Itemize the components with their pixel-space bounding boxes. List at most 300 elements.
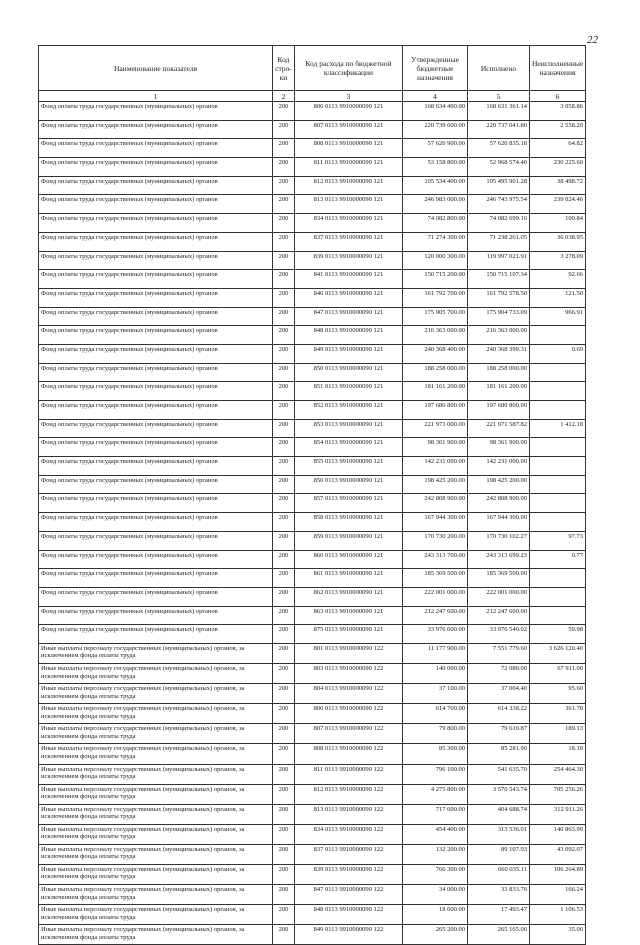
table-row <box>39 494 586 513</box>
row-line-code: 200 <box>273 764 295 784</box>
row-approved-amount: 766 300.00 <box>403 864 468 884</box>
row-indicator-name: Фонд оплаты труда государственных (муниципальных) органов <box>39 363 273 382</box>
row-line-code: 200 <box>273 382 295 401</box>
row-remaining-amount: 0.69 <box>530 344 586 363</box>
table-row <box>39 288 586 307</box>
row-remaining-amount: 106 264.89 <box>530 864 586 884</box>
table-row <box>39 804 586 824</box>
row-executed-amount: 220 737 041.80 <box>468 120 530 139</box>
row-line-code: 200 <box>273 232 295 251</box>
row-classification-code: 846 0113 9910000090 121 <box>295 288 403 307</box>
row-line-code: 200 <box>273 744 295 764</box>
table-row <box>39 643 586 663</box>
row-remaining-amount: 140 863.99 <box>530 824 586 844</box>
table-row <box>39 401 586 420</box>
row-remaining-amount: 3 278.09 <box>530 251 586 270</box>
row-approved-amount: 265 200.00 <box>403 925 468 945</box>
table-body <box>39 102 586 945</box>
row-remaining-amount <box>530 363 586 382</box>
row-executed-amount: 33 976 540.02 <box>468 625 530 644</box>
row-approved-amount: 454 400.00 <box>403 824 468 844</box>
row-executed-amount: 168 631 361.14 <box>468 102 530 121</box>
row-approved-amount: 79 800.00 <box>403 724 468 744</box>
row-approved-amount: 85 300.00 <box>403 744 468 764</box>
row-approved-amount: 175 905 700.00 <box>403 307 468 326</box>
row-executed-amount: 119 997 021.91 <box>468 251 530 270</box>
row-classification-code: 856 0113 9910000090 121 <box>295 475 403 494</box>
table-row <box>39 925 586 945</box>
row-executed-amount: 614 338.22 <box>468 704 530 724</box>
row-executed-amount: 150 715 107.34 <box>468 270 530 289</box>
row-line-code: 200 <box>273 475 295 494</box>
row-executed-amount: 85 281.90 <box>468 744 530 764</box>
header-line-code: Код стро-ки <box>273 46 295 91</box>
table-row <box>39 587 586 606</box>
row-indicator-name: Фонд оплаты труда государственных (муниципальных) органов <box>39 214 273 233</box>
row-approved-amount: 33 976 600.00 <box>403 625 468 644</box>
row-remaining-amount: 121.50 <box>530 288 586 307</box>
row-executed-amount: 57 620 835.18 <box>468 139 530 158</box>
row-executed-amount: 242 808 900.00 <box>468 494 530 513</box>
row-indicator-name: Иные выплаты персоналу государственных (муниципальных) органов, за исключением фонда оплаты труда <box>39 864 273 884</box>
table-row <box>39 905 586 925</box>
row-indicator-name: Иные выплаты персоналу государственных (муниципальных) органов, за исключением фонда оплаты труда <box>39 664 273 684</box>
table-row <box>39 195 586 214</box>
table-row <box>39 214 586 233</box>
row-line-code: 200 <box>273 438 295 457</box>
row-remaining-amount: 254 464.30 <box>530 764 586 784</box>
row-remaining-amount: 67 911.00 <box>530 664 586 684</box>
header-remaining: Неисполненные назначения <box>530 46 586 91</box>
row-classification-code: 806 0113 9910000090 121 <box>295 102 403 121</box>
row-classification-code: 806 0113 9910000090 122 <box>295 704 403 724</box>
column-number: 1 <box>39 91 273 102</box>
row-approved-amount: 242 808 900.00 <box>403 494 468 513</box>
row-executed-amount: 167 944 300.00 <box>468 513 530 532</box>
table-row <box>39 326 586 345</box>
row-classification-code: 857 0113 9910000090 121 <box>295 494 403 513</box>
row-indicator-name: Фонд оплаты труда государственных (муниципальных) органов <box>39 569 273 588</box>
row-remaining-amount <box>530 401 586 420</box>
row-executed-amount: 89 107.93 <box>468 844 530 864</box>
row-approved-amount: 4 275 800.00 <box>403 784 468 804</box>
row-line-code: 200 <box>273 844 295 864</box>
row-line-code: 200 <box>273 569 295 588</box>
row-indicator-name: Фонд оплаты труда государственных (муниципальных) органов <box>39 531 273 550</box>
row-line-code: 200 <box>273 102 295 121</box>
row-classification-code: 834 0113 9910000090 121 <box>295 214 403 233</box>
row-line-code: 200 <box>273 704 295 724</box>
row-classification-code: 863 0113 9910000090 121 <box>295 606 403 625</box>
header-indicator-name: Наименование показателя <box>39 46 273 91</box>
row-classification-code: 839 0113 9910000090 122 <box>295 864 403 884</box>
row-indicator-name: Иные выплаты персоналу государственных (муниципальных) органов, за исключением фонда оплаты труда <box>39 643 273 663</box>
row-indicator-name: Фонд оплаты труда государственных (муниципальных) органов <box>39 195 273 214</box>
row-remaining-amount <box>530 475 586 494</box>
column-number: 6 <box>530 91 586 102</box>
table-row <box>39 784 586 804</box>
row-line-code: 200 <box>273 214 295 233</box>
table-row <box>39 176 586 195</box>
row-classification-code: 875 0113 9910000090 121 <box>295 625 403 644</box>
column-numbers-row <box>39 91 586 102</box>
table-row <box>39 885 586 905</box>
row-indicator-name: Фонд оплаты труда государственных (муниципальных) органов <box>39 102 273 121</box>
table-row <box>39 438 586 457</box>
row-line-code: 200 <box>273 270 295 289</box>
row-executed-amount: 185 369 500.00 <box>468 569 530 588</box>
row-remaining-amount <box>530 438 586 457</box>
row-executed-amount: 33 833.76 <box>468 885 530 905</box>
row-remaining-amount: 59.98 <box>530 625 586 644</box>
row-executed-amount: 161 792 578.50 <box>468 288 530 307</box>
header-executed: Исполнено <box>468 46 530 91</box>
row-indicator-name: Фонд оплаты труда государственных (муниципальных) органов <box>39 251 273 270</box>
row-indicator-name: Иные выплаты персоналу государственных (муниципальных) органов, за исключением фонда оплаты труда <box>39 784 273 804</box>
row-indicator-name: Фонд оплаты труда государственных (муниципальных) органов <box>39 307 273 326</box>
column-number: 3 <box>295 91 403 102</box>
row-executed-amount: 79 610.87 <box>468 724 530 744</box>
row-approved-amount: 140 000.00 <box>403 664 468 684</box>
row-approved-amount: 197 680 800.00 <box>403 401 468 420</box>
row-remaining-amount: 0.77 <box>530 550 586 569</box>
row-remaining-amount: 35.00 <box>530 925 586 945</box>
table-row <box>39 569 586 588</box>
row-line-code: 200 <box>273 494 295 513</box>
row-executed-amount: 265 165.00 <box>468 925 530 945</box>
row-line-code: 200 <box>273 251 295 270</box>
row-executed-amount: 142 231 000.00 <box>468 457 530 476</box>
row-remaining-amount: 3 058.86 <box>530 102 586 121</box>
row-classification-code: 804 0113 9910000090 122 <box>295 684 403 704</box>
table-row <box>39 844 586 864</box>
row-executed-amount: 74 082 699.16 <box>468 214 530 233</box>
row-indicator-name: Фонд оплаты труда государственных (муниципальных) органов <box>39 438 273 457</box>
row-remaining-amount: 361.78 <box>530 704 586 724</box>
row-line-code: 200 <box>273 885 295 905</box>
row-executed-amount: 3 570 543.74 <box>468 784 530 804</box>
row-classification-code: 808 0113 9910000090 122 <box>295 744 403 764</box>
row-executed-amount: 404 688.74 <box>468 804 530 824</box>
row-classification-code: 812 0113 9910000090 121 <box>295 176 403 195</box>
row-indicator-name: Фонд оплаты труда государственных (муниципальных) органов <box>39 494 273 513</box>
row-line-code: 200 <box>273 307 295 326</box>
table-row <box>39 120 586 139</box>
column-number: 2 <box>273 91 295 102</box>
table-row <box>39 139 586 158</box>
row-approved-amount: 142 231 000.00 <box>403 457 468 476</box>
table-row <box>39 531 586 550</box>
row-approved-amount: 34 000.00 <box>403 885 468 905</box>
row-indicator-name: Фонд оплаты труда государственных (муниципальных) органов <box>39 344 273 363</box>
row-line-code: 200 <box>273 513 295 532</box>
row-approved-amount: 11 177 900.00 <box>403 643 468 663</box>
row-line-code: 200 <box>273 195 295 214</box>
row-classification-code: 808 0113 9910000090 121 <box>295 139 403 158</box>
row-approved-amount: 717 600.00 <box>403 804 468 824</box>
row-approved-amount: 168 634 490.00 <box>403 102 468 121</box>
row-line-code: 200 <box>273 531 295 550</box>
row-classification-code: 841 0113 9910000090 121 <box>295 270 403 289</box>
table-row <box>39 744 586 764</box>
row-indicator-name: Иные выплаты персоналу государственных (муниципальных) органов, за исключением фонда оплаты труда <box>39 905 273 925</box>
row-line-code: 200 <box>273 905 295 925</box>
row-line-code: 200 <box>273 864 295 884</box>
row-indicator-name: Фонд оплаты труда государственных (муниципальных) органов <box>39 158 273 177</box>
row-classification-code: 839 0113 9910000090 121 <box>295 251 403 270</box>
row-approved-amount: 222 001 000.00 <box>403 587 468 606</box>
table-row <box>39 158 586 177</box>
table-row <box>39 307 586 326</box>
row-indicator-name: Фонд оплаты труда государственных (муниципальных) органов <box>39 232 273 251</box>
row-remaining-amount: 3 626 120.40 <box>530 643 586 663</box>
row-indicator-name: Фонд оплаты труда государственных (муниципальных) органов <box>39 550 273 569</box>
row-indicator-name: Фонд оплаты труда государственных (муниципальных) органов <box>39 587 273 606</box>
row-executed-amount: 246 743 975.54 <box>468 195 530 214</box>
row-executed-amount: 105 495 901.28 <box>468 176 530 195</box>
row-indicator-name: Фонд оплаты труда государственных (муниципальных) органов <box>39 625 273 644</box>
table-row <box>39 419 586 438</box>
row-indicator-name: Иные выплаты персоналу государственных (муниципальных) органов, за исключением фонда оплаты труда <box>39 804 273 824</box>
table-row <box>39 475 586 494</box>
row-line-code: 200 <box>273 139 295 158</box>
row-line-code: 200 <box>273 724 295 744</box>
row-remaining-amount: 166.24 <box>530 885 586 905</box>
row-classification-code: 837 0113 9910000090 122 <box>295 844 403 864</box>
row-classification-code: 811 0113 9910000090 121 <box>295 158 403 177</box>
row-approved-amount: 221 973 000.00 <box>403 419 468 438</box>
row-approved-amount: 18 600.00 <box>403 905 468 925</box>
row-executed-amount: 240 368 399.31 <box>468 344 530 363</box>
row-remaining-amount: 18.10 <box>530 744 586 764</box>
row-line-code: 200 <box>273 326 295 345</box>
row-remaining-amount <box>530 513 586 532</box>
row-line-code: 200 <box>273 664 295 684</box>
row-executed-amount: 216 363 000.00 <box>468 326 530 345</box>
row-remaining-amount: 705 256.26 <box>530 784 586 804</box>
row-executed-amount: 198 425 200.00 <box>468 475 530 494</box>
row-line-code: 200 <box>273 457 295 476</box>
row-approved-amount: 212 247 600.00 <box>403 606 468 625</box>
row-classification-code: 807 0113 9910000090 122 <box>295 724 403 744</box>
row-approved-amount: 170 730 200.00 <box>403 531 468 550</box>
row-approved-amount: 220 739 600.00 <box>403 120 468 139</box>
row-line-code: 200 <box>273 344 295 363</box>
row-line-code: 200 <box>273 625 295 644</box>
row-classification-code: 848 0113 9910000090 121 <box>295 326 403 345</box>
table-row <box>39 270 586 289</box>
row-indicator-name: Иные выплаты персоналу государственных (муниципальных) органов, за исключением фонда оплаты труда <box>39 824 273 844</box>
row-classification-code: 837 0113 9910000090 121 <box>295 232 403 251</box>
row-indicator-name: Фонд оплаты труда государственных (муниципальных) органов <box>39 382 273 401</box>
row-approved-amount: 37 100.00 <box>403 684 468 704</box>
row-line-code: 200 <box>273 784 295 804</box>
row-remaining-amount: 312 911.26 <box>530 804 586 824</box>
row-classification-code: 801 0113 9910000090 122 <box>295 643 403 663</box>
row-approved-amount: 74 082 800.00 <box>403 214 468 233</box>
row-line-code: 200 <box>273 606 295 625</box>
row-executed-amount: 175 904 733.09 <box>468 307 530 326</box>
row-approved-amount: 796 100.00 <box>403 764 468 784</box>
row-executed-amount: 170 730 102.27 <box>468 531 530 550</box>
row-executed-amount: 243 313 699.23 <box>468 550 530 569</box>
row-indicator-name: Иные выплаты персоналу государственных (муниципальных) органов, за исключением фонда оплаты труда <box>39 844 273 864</box>
row-approved-amount: 198 425 200.00 <box>403 475 468 494</box>
row-indicator-name: Фонд оплаты труда государственных (муниципальных) органов <box>39 326 273 345</box>
row-remaining-amount: 189.13 <box>530 724 586 744</box>
row-executed-amount: 98 361 900.00 <box>468 438 530 457</box>
row-indicator-name: Иные выплаты персоналу государственных (муниципальных) органов, за исключением фонда оплаты труда <box>39 724 273 744</box>
table-row <box>39 664 586 684</box>
row-indicator-name: Фонд оплаты труда государственных (муниципальных) органов <box>39 139 273 158</box>
table-header-row <box>39 46 586 91</box>
row-executed-amount: 541 635.70 <box>468 764 530 784</box>
row-executed-amount: 660 035.11 <box>468 864 530 884</box>
row-remaining-amount: 92.66 <box>530 270 586 289</box>
row-line-code: 200 <box>273 288 295 307</box>
row-remaining-amount: 36 038.95 <box>530 232 586 251</box>
row-classification-code: 849 0113 9910000090 122 <box>295 925 403 945</box>
row-remaining-amount: 2 558.20 <box>530 120 586 139</box>
table-row <box>39 704 586 724</box>
row-indicator-name: Иные выплаты персоналу государственных (муниципальных) органов, за исключением фонда оплаты труда <box>39 764 273 784</box>
row-line-code: 200 <box>273 363 295 382</box>
row-remaining-amount: 1 412.18 <box>530 419 586 438</box>
row-remaining-amount: 966.91 <box>530 307 586 326</box>
row-remaining-amount <box>530 326 586 345</box>
table-row <box>39 684 586 704</box>
row-remaining-amount: 1 106.53 <box>530 905 586 925</box>
row-indicator-name: Иные выплаты персоналу государственных (муниципальных) органов, за исключением фонда оплаты труда <box>39 925 273 945</box>
table-row <box>39 824 586 844</box>
table-row <box>39 513 586 532</box>
row-indicator-name: Иные выплаты персоналу государственных (муниципальных) органов, за исключением фонда оплаты труда <box>39 744 273 764</box>
row-indicator-name: Иные выплаты персоналу государственных (муниципальных) органов, за исключением фонда оплаты труда <box>39 885 273 905</box>
row-classification-code: 853 0113 9910000090 121 <box>295 419 403 438</box>
row-line-code: 200 <box>273 824 295 844</box>
column-number: 4 <box>403 91 468 102</box>
row-classification-code: 803 0113 9910000090 122 <box>295 664 403 684</box>
table-row <box>39 251 586 270</box>
row-approved-amount: 105 534 400.00 <box>403 176 468 195</box>
row-indicator-name: Фонд оплаты труда государственных (муниципальных) органов <box>39 270 273 289</box>
row-executed-amount: 71 238 261.05 <box>468 232 530 251</box>
budget-execution-table <box>38 45 586 945</box>
row-approved-amount: 216 363 000.00 <box>403 326 468 345</box>
row-classification-code: 862 0113 9910000090 121 <box>295 587 403 606</box>
row-remaining-amount: 230 225.60 <box>530 158 586 177</box>
row-classification-code: 854 0113 9910000090 121 <box>295 438 403 457</box>
row-approved-amount: 188 258 000.00 <box>403 363 468 382</box>
row-classification-code: 855 0113 9910000090 121 <box>295 457 403 476</box>
table-row <box>39 606 586 625</box>
row-classification-code: 811 0113 9910000090 122 <box>295 764 403 784</box>
row-classification-code: 813 0113 9910000090 121 <box>295 195 403 214</box>
row-approved-amount: 53 158 800.00 <box>403 158 468 177</box>
row-approved-amount: 243 313 700.00 <box>403 550 468 569</box>
row-line-code: 200 <box>273 804 295 824</box>
row-executed-amount: 72 089.00 <box>468 664 530 684</box>
row-approved-amount: 132 200.00 <box>403 844 468 864</box>
row-remaining-amount <box>530 457 586 476</box>
row-indicator-name: Фонд оплаты труда государственных (муниципальных) органов <box>39 606 273 625</box>
row-classification-code: 807 0113 9910000090 121 <box>295 120 403 139</box>
row-approved-amount: 98 361 900.00 <box>403 438 468 457</box>
row-remaining-amount <box>530 587 586 606</box>
row-approved-amount: 150 715 200.00 <box>403 270 468 289</box>
row-indicator-name: Фонд оплаты труда государственных (муниципальных) органов <box>39 401 273 420</box>
table-row <box>39 764 586 784</box>
table-row <box>39 382 586 401</box>
row-classification-code: 813 0113 9910000090 122 <box>295 804 403 824</box>
row-approved-amount: 185 369 500.00 <box>403 569 468 588</box>
row-line-code: 200 <box>273 176 295 195</box>
table-row <box>39 457 586 476</box>
row-executed-amount: 181 161 200.00 <box>468 382 530 401</box>
table-row <box>39 864 586 884</box>
row-remaining-amount: 38 498.72 <box>530 176 586 195</box>
row-classification-code: 861 0113 9910000090 121 <box>295 569 403 588</box>
page-number: 22 <box>587 34 598 46</box>
row-line-code: 200 <box>273 587 295 606</box>
row-executed-amount: 7 551 779.60 <box>468 643 530 663</box>
row-approved-amount: 240 368 400.00 <box>403 344 468 363</box>
row-indicator-name: Фонд оплаты труда государственных (муниципальных) органов <box>39 120 273 139</box>
row-classification-code: 852 0113 9910000090 121 <box>295 401 403 420</box>
row-remaining-amount: 239 024.46 <box>530 195 586 214</box>
row-line-code: 200 <box>273 158 295 177</box>
table-row <box>39 363 586 382</box>
row-indicator-name: Фонд оплаты труда государственных (муниципальных) органов <box>39 513 273 532</box>
row-classification-code: 859 0113 9910000090 121 <box>295 531 403 550</box>
row-approved-amount: 161 792 700.00 <box>403 288 468 307</box>
row-line-code: 200 <box>273 684 295 704</box>
row-indicator-name: Фонд оплаты труда государственных (муниципальных) органов <box>39 419 273 438</box>
row-classification-code: 850 0113 9910000090 121 <box>295 363 403 382</box>
row-executed-amount: 222 001 000.00 <box>468 587 530 606</box>
row-remaining-amount: 95.60 <box>530 684 586 704</box>
row-executed-amount: 37 004.40 <box>468 684 530 704</box>
row-executed-amount: 313 536.01 <box>468 824 530 844</box>
table-row <box>39 724 586 744</box>
row-line-code: 200 <box>273 550 295 569</box>
row-classification-code: 851 0113 9910000090 121 <box>295 382 403 401</box>
table-row <box>39 344 586 363</box>
row-indicator-name: Фонд оплаты труда государственных (муниципальных) органов <box>39 288 273 307</box>
row-classification-code: 847 0113 9910000090 121 <box>295 307 403 326</box>
row-remaining-amount: 97.73 <box>530 531 586 550</box>
row-remaining-amount <box>530 569 586 588</box>
column-number: 5 <box>468 91 530 102</box>
row-classification-code: 848 0113 9910000090 122 <box>295 905 403 925</box>
row-classification-code: 834 0113 9910000090 122 <box>295 824 403 844</box>
row-executed-amount: 188 258 000.00 <box>468 363 530 382</box>
row-indicator-name: Иные выплаты персоналу государственных (муниципальных) органов, за исключением фонда оплаты труда <box>39 704 273 724</box>
row-indicator-name: Фонд оплаты труда государственных (муниципальных) органов <box>39 457 273 476</box>
row-line-code: 200 <box>273 401 295 420</box>
table-row <box>39 102 586 121</box>
row-line-code: 200 <box>273 925 295 945</box>
table-row <box>39 232 586 251</box>
row-executed-amount: 197 680 800.00 <box>468 401 530 420</box>
row-line-code: 200 <box>273 419 295 438</box>
row-approved-amount: 181 161 200.00 <box>403 382 468 401</box>
row-remaining-amount: 64.82 <box>530 139 586 158</box>
row-executed-amount: 52 968 574.40 <box>468 158 530 177</box>
row-remaining-amount <box>530 494 586 513</box>
row-classification-code: 849 0113 9910000090 121 <box>295 344 403 363</box>
row-line-code: 200 <box>273 120 295 139</box>
